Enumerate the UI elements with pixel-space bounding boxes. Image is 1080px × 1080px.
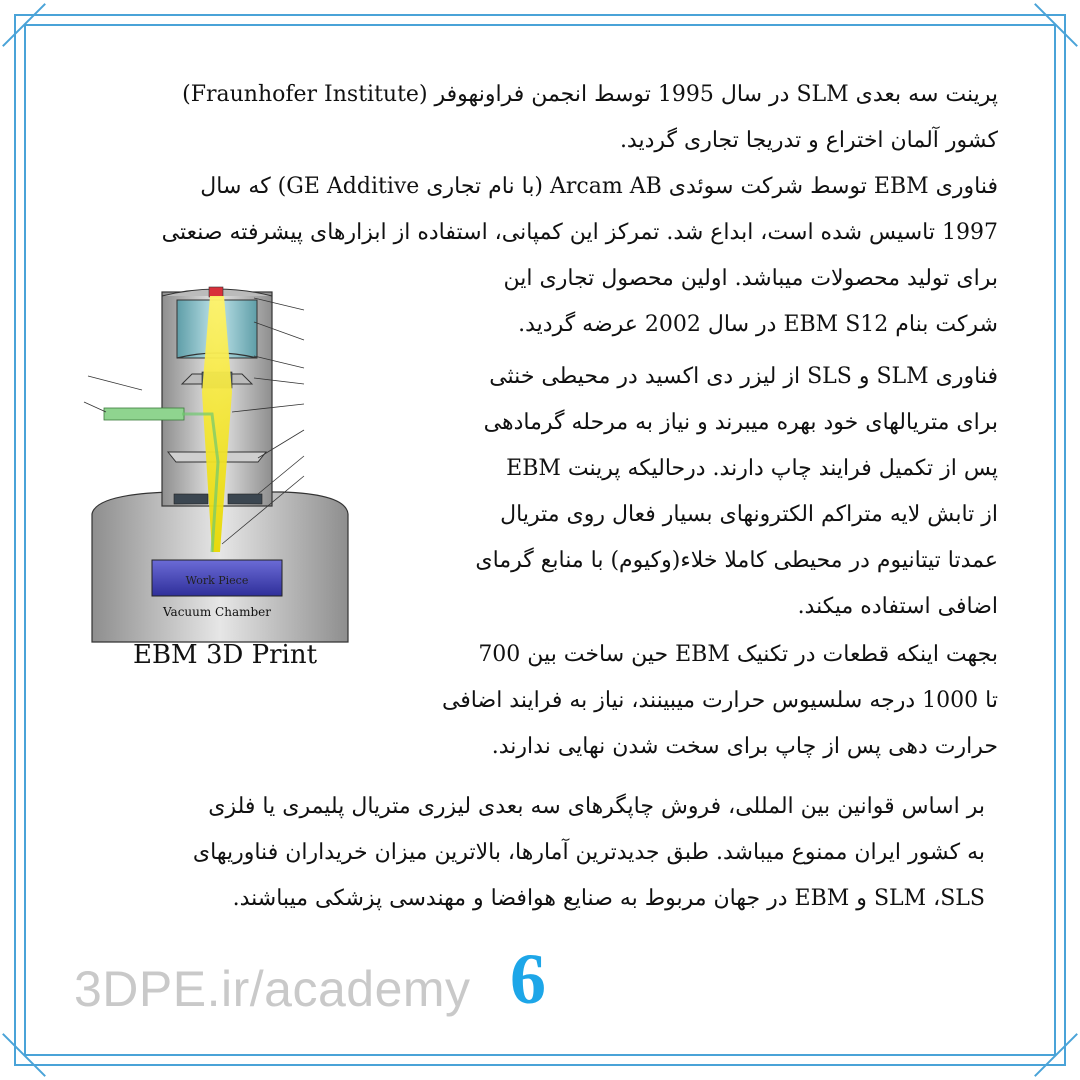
text-line: پرینت سه بعدی SLM در سال 1995 توسط انجمن فراونهوفر (Fraunhofer Institute) [182, 82, 998, 107]
text-line: تا 1000 درجه سلسیوس حرارت میبینند، نیاز به فرایند اضافی [441, 688, 998, 713]
text-line: اضافی استفاده میکند. [797, 594, 998, 619]
page-number: 6 [510, 939, 546, 1019]
figure-caption: EBM 3D Print [132, 640, 318, 670]
text-line: حرارت دهی پس از چاپ برای سخت شدن نهایی ندارند. [491, 734, 998, 759]
paragraph-ebm-intro [78, 164, 998, 256]
emitter-tip [209, 287, 223, 297]
ebm-diagram [82, 282, 372, 652]
text-line: برای تولید محصولات میباشد. اولین محصول تجاری این [503, 266, 998, 291]
paragraph-slm-sls-vs-ebm [400, 354, 998, 630]
text-line: بجهت اینکه قطعات در تکنیک EBM حین ساخت بین 700 [478, 642, 998, 667]
text-line: پس از تکمیل فرایند چاپ دارند. درحالیکه پرینت EBM [506, 456, 998, 481]
text-line: بر اساس قوانین بین المللی، فروش چاپگرهای سه بعدی لیزری متریال پلیمری یا فلزی [208, 794, 985, 819]
text-line: فناوری EBM توسط شرکت سوئدی Arcam AB (با نام تجاری GE Additive) که سال [200, 174, 998, 199]
text-line: عمدتا تیتانیوم در محیطی کاملا خلاء(وکیوم) با منابع گرمای [475, 548, 998, 573]
text-line: SLM ،SLS و EBM در جهان مربوط به صنایع هوافضا و مهندسی پزشکی میباشند. [232, 886, 985, 911]
text-line: به کشور ایران ممنوع میباشد. طبق جدیدترین آمارها، بالاترین میزان خریداران فناوریهای [192, 840, 985, 865]
text-line: برای متریالهای خود بهره میبرند و نیاز به مرحله گرمادهی [483, 410, 998, 435]
brand-watermark: 3DPE.ir/academy [74, 961, 471, 1017]
text-line: فناوری SLM و SLS از لیزر دی اکسید در محیطی خنثی [489, 364, 998, 389]
aperture-left [174, 494, 208, 504]
paragraph-ebm-product [400, 256, 998, 348]
side-gun [104, 408, 184, 420]
text-line: شرکت بنام EBM S12 در سال 2002 عرضه گردید. [518, 312, 998, 337]
text-line: 1997 تاسیس شده است، ابداع شد. تمرکز این کمپانی، استفاده از ابزارهای پیشرفته صنعتی [161, 220, 998, 245]
text-line: از تابش لایه متراکم الکترونهای بسیار فعال روی متریال [500, 502, 998, 527]
vacuum-chamber-label: Vacuum Chamber [162, 605, 272, 619]
paragraph-iran-law [120, 784, 985, 922]
text-line: کشور آلمان اختراع و تدریجا تجاری گردید. [619, 128, 998, 153]
paragraph-ebm-heat [385, 632, 998, 770]
paragraph-slm-history [78, 72, 998, 164]
work-piece-label: Work Piece [185, 574, 249, 587]
aperture-right [228, 494, 262, 504]
